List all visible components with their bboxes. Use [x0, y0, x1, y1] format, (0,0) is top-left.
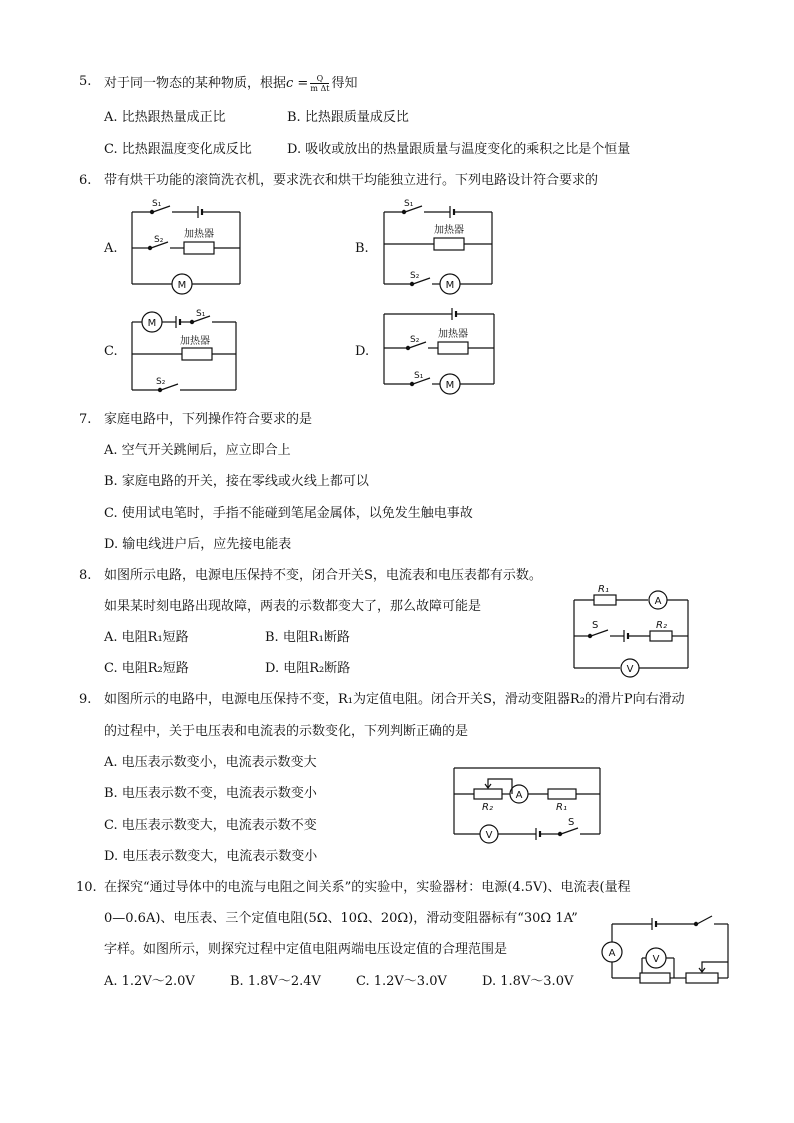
q7-option-b[interactable]: B. 家庭电路的开关，接在零线或火线上都可以: [104, 474, 369, 489]
q6d-heater-label: 加热器: [438, 329, 468, 340]
q6b-s2-label: S₂: [410, 271, 420, 281]
q10-option-a[interactable]: A. 1.2V～2.0V: [104, 974, 195, 989]
q10-stem-line2: 0—0.6A)、电压表、三个定值电阻(5Ω、10Ω、20Ω)，滑动变阻器标有“30Ω 1A”: [104, 911, 578, 926]
q7-number: 7.: [79, 412, 92, 427]
q6-option-a-label[interactable]: A.: [104, 241, 118, 256]
q6b-heater-label: 加热器: [434, 225, 464, 236]
q5-stem-b: 得知: [331, 76, 358, 91]
q6c-heater-label: 加热器: [180, 336, 210, 347]
q9-option-c[interactable]: C. 电压表示数变大，电流表示数不变: [104, 818, 317, 833]
q9-stem-line2: 的过程中，关于电压表和电流表的示数变化，下列判断正确的是: [104, 724, 469, 739]
q8-circuit: [572, 582, 694, 674]
q6d-motor-label: M: [445, 380, 455, 391]
q5-number: 5.: [79, 74, 92, 89]
q6b-s1-label: S₁: [404, 199, 414, 209]
q6-circuit-c[interactable]: [128, 306, 244, 396]
q6-option-d-label[interactable]: D.: [355, 344, 370, 359]
q9-stem-line1: 如图所示的电路中，电源电压保持不变，R₁为定值电阻。闭合开关S，滑动变阻器R₂的滑片P向右滑动: [104, 692, 685, 707]
q8-stem-line1: 如图所示电路，电源电压保持不变，闭合开关S，电流表和电压表都有示数。: [104, 568, 542, 583]
q5-option-c[interactable]: C. 比热跟温度变化成反比: [104, 142, 252, 157]
q6-option-c-label[interactable]: C.: [104, 344, 118, 359]
q6c-s1-label: S₁: [196, 309, 206, 319]
q6a-s2-label: S₂: [154, 235, 164, 245]
q7-option-c[interactable]: C. 使用试电笔时，手指不能碰到笔尾金属体，以免发生触电事故: [104, 506, 473, 521]
q6d-s2-label: S₂: [410, 335, 420, 345]
q8-voltmeter-label: V: [626, 664, 634, 675]
q6a-motor-label: M: [177, 280, 187, 291]
q8-number: 8.: [79, 568, 92, 583]
q6-circuit-d[interactable]: [380, 306, 500, 396]
q10-number: 10.: [76, 880, 97, 895]
q9-r1-label: R₁: [556, 802, 567, 813]
q5-formula-lhs: c =: [286, 76, 309, 91]
q5-formula-fraction: [310, 74, 329, 93]
q9-number: 9.: [79, 692, 92, 707]
q10-ammeter-label: A: [608, 948, 616, 959]
q6-option-b-label[interactable]: B.: [355, 241, 369, 256]
q8-switch-label: S: [592, 620, 599, 631]
q9-option-b[interactable]: B. 电压表示数不变，电流表示数变小: [104, 786, 317, 801]
q10-circuit: [598, 912, 736, 990]
q8-option-b[interactable]: B. 电阻R₁断路: [265, 630, 350, 645]
q7-option-d[interactable]: D. 输电线进户后，应先接电能表: [104, 537, 292, 552]
q5-formula-den: m Δt: [310, 84, 330, 93]
q9-option-a[interactable]: A. 电压表示数变小，电流表示数变大: [104, 755, 317, 770]
q6d-s1-label: S₁: [414, 371, 424, 381]
q10-voltmeter-label: V: [652, 954, 660, 965]
q10-stem-line1: 在探究“通过导体中的电流与电阻之间关系”的实验中，实验器材：电源(4.5V)、电流表(量程: [104, 880, 631, 895]
q6a-s1-label: S₁: [152, 199, 162, 209]
q5-formula-num: Q: [310, 74, 329, 84]
q9-r2-label: R₂: [482, 802, 493, 813]
q10-option-b[interactable]: B. 1.8V～2.4V: [230, 974, 321, 989]
q6-circuit-a[interactable]: [128, 196, 244, 294]
q9-ammeter-label: A: [515, 790, 523, 801]
q9-switch-label: S: [568, 817, 575, 828]
q9-circuit: [452, 764, 604, 840]
q5-option-b[interactable]: B. 比热跟质量成反比: [287, 110, 409, 125]
q8-stem-line2: 如果某时刻电路出现故障，两表的示数都变大了，那么故障可能是: [104, 599, 482, 614]
q9-voltmeter-label: V: [485, 830, 493, 841]
q5-stem: [104, 74, 357, 93]
q8-option-d[interactable]: D. 电阻R₂断路: [265, 661, 351, 676]
q6c-motor-label: M: [147, 318, 157, 329]
q6b-motor-label: M: [445, 280, 455, 291]
q8-option-a[interactable]: A. 电阻R₁短路: [104, 630, 189, 645]
q10-option-d[interactable]: D. 1.8V～3.0V: [482, 974, 574, 989]
q8-ammeter-label: A: [654, 596, 662, 607]
q9-option-d[interactable]: D. 电压表示数变大，电流表示数变小: [104, 849, 318, 864]
q5-option-a[interactable]: A. 比热跟热量成正比: [104, 110, 226, 125]
q8-r2-label: R₂: [656, 620, 667, 631]
q10-stem-line3: 字样。如图所示，则探究过程中定值电阻两端电压设定值的合理范围是: [104, 942, 508, 957]
q10-option-c[interactable]: C. 1.2V～3.0V: [356, 974, 447, 989]
q6-stem: 带有烘干功能的滚筒洗衣机，要求洗衣和烘干均能独立进行。下列电路设计符合要求的: [104, 173, 599, 188]
q6-circuit-b[interactable]: [380, 196, 496, 294]
q5-option-d[interactable]: D. 吸收或放出的热量跟质量与温度变化的乘积之比是个恒量: [287, 142, 631, 157]
q6c-s2-label: S₂: [156, 377, 166, 387]
q6-number: 6.: [79, 173, 92, 188]
q7-option-a[interactable]: A. 空气开关跳闸后，应立即合上: [104, 443, 291, 458]
q5-stem-a: 对于同一物态的某种物质，根据: [104, 76, 287, 91]
q7-stem: 家庭电路中，下列操作符合要求的是: [104, 412, 313, 427]
q8-r1-label: R₁: [598, 584, 609, 595]
q8-option-c[interactable]: C. 电阻R₂短路: [104, 661, 189, 676]
q6a-heater-label: 加热器: [184, 229, 214, 240]
